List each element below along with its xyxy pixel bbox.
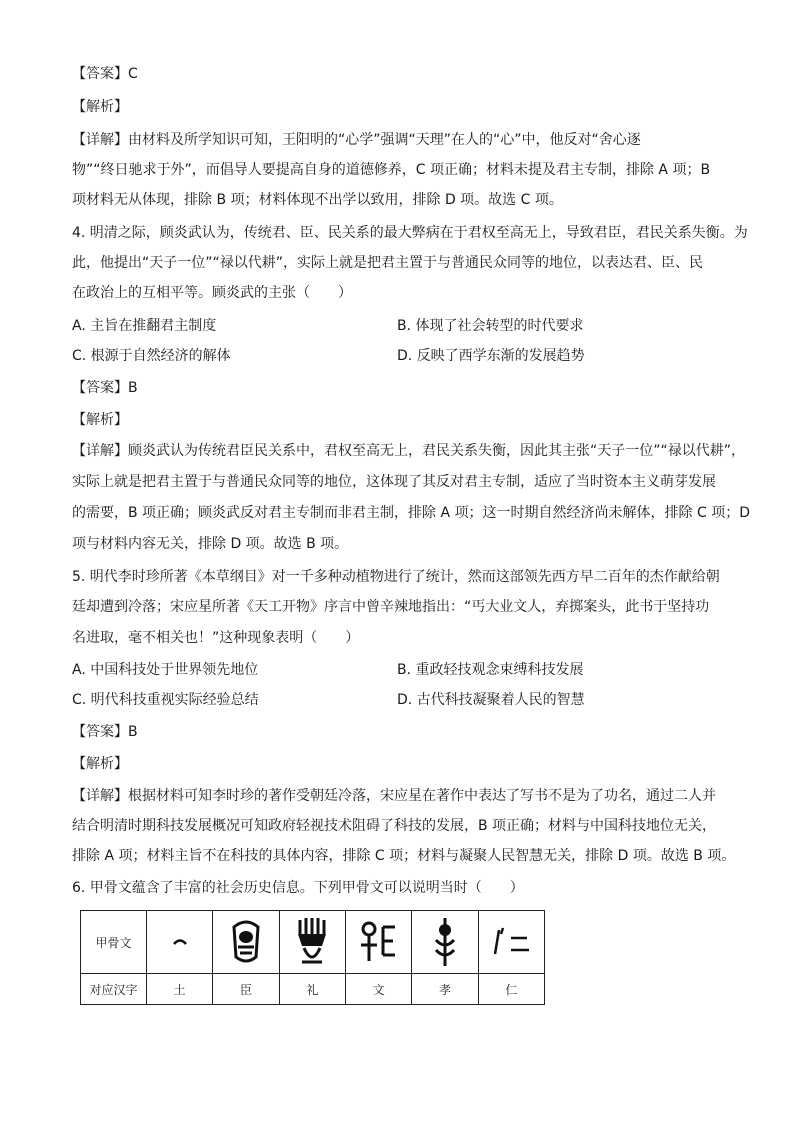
oracle-glyph-wen xyxy=(345,911,411,974)
q4-detail-line: 的需要，B 项正确；顾炎武反对君主专制而非君主制，排除 A 项；这一时期自然经济尚未解体，排除 C 项；D xyxy=(72,505,750,521)
q5-option-a: A. 中国科技处于世界领先地位 xyxy=(72,662,259,678)
q3-detail-line: 物”“终日驰求于外”，而倡导人要提高自身的道德修养，C 项正确；材料未提及君主专制，排除 A 项；B xyxy=(72,162,711,178)
oracle-char: 臣 xyxy=(213,974,279,1005)
oracle-char: 礼 xyxy=(279,974,345,1005)
oracle-glyph-tu xyxy=(147,911,213,974)
q3-answer: 【答案】C xyxy=(72,66,138,82)
q5-stem-line: 5. 明代李时珍所著《本草纲目》对一千多种动植物进行了统计，然而这部领先西方早二百年的杰作献给朝 xyxy=(72,569,720,585)
oracle-bone-table xyxy=(80,910,545,1005)
q3-detail-line: 【详解】由材料及所学知识可知，王阳明的“心学”强调“天理”在人的“心”中，他反对“舍心逐 xyxy=(72,132,641,148)
oracle-glyph-xiao xyxy=(412,911,478,974)
oracle-char: 孝 xyxy=(412,974,478,1005)
q5-detail-line: 【详解】根据材料可知李时珍的著作受朝廷冷落，宋应星在著作中表达了写书不是为了功名，通过二人并 xyxy=(72,788,716,804)
q3-detail-line: 项材料无从体现，排除 B 项；材料体现不出学以致用，排除 D 项。故选 C 项。 xyxy=(72,192,563,208)
q4-option-d: D. 反映了西学东渐的发展趋势 xyxy=(397,348,585,364)
q5-analysis-label: 【解析】 xyxy=(72,756,128,772)
q4-option-c: C. 根源于自然经济的解体 xyxy=(72,348,231,364)
q5-answer: 【答案】B xyxy=(72,724,138,740)
q5-detail-line: 结合明清时期科技发展概况可知政府轻视技术阻碍了科技的发展，B 项正确；材料与中国科技地位无关， xyxy=(72,818,717,834)
q4-detail-line: 项与材料内容无关，排除 D 项。故选 B 项。 xyxy=(72,536,349,552)
q4-stem-line: 在政治上的互相平等。顾炎武的主张（ ） xyxy=(72,285,352,301)
oracle-glyph-ren xyxy=(478,911,544,974)
oracle-glyph-chen xyxy=(213,911,279,974)
q4-detail-line: 实际上就是把君主置于与普通民众同等的地位，这体现了其反对君主专制，适应了当时资本主义萌芽发展 xyxy=(72,474,716,490)
oracle-char: 文 xyxy=(345,974,411,1005)
oracle-row-header: 甲骨文 xyxy=(81,911,147,974)
q5-detail-line: 排除 A 项；材料主旨不在科技的具体内容，排除 C 项；材料与凝聚人民智慧无关，排除 D 项。故选 B 项。 xyxy=(72,848,736,864)
q5-option-c: C. 明代科技重视实际经验总结 xyxy=(72,692,259,708)
oracle-char: 土 xyxy=(147,974,213,1005)
oracle-char: 仁 xyxy=(478,974,544,1005)
q4-option-a: A. 主旨在推翻君主制度 xyxy=(72,318,217,334)
q4-detail-line: 【详解】顾炎武认为传统君臣民关系中，君权至高无上，君民关系失衡，因此其主张“天子一位”“禄以代耕”， xyxy=(72,443,746,459)
q4-answer: 【答案】B xyxy=(72,380,138,396)
oracle-glyph-li xyxy=(279,911,345,974)
q4-option-b: B. 体现了社会转型的时代要求 xyxy=(397,318,584,334)
q5-option-d: D. 古代科技凝聚着人民的智慧 xyxy=(397,692,585,708)
q3-analysis-label: 【解析】 xyxy=(72,99,128,115)
q4-stem-line: 此，他提出“天子一位”“禄以代耕”，实际上就是把君主置于与普通民众同等的地位，以表达君、臣、民 xyxy=(72,255,704,271)
q5-option-b: B. 重政轻技观念束缚科技发展 xyxy=(397,662,584,678)
q5-stem-line: 廷却遭到冷落；宋应星所著《天工开物》序言中曾辛辣地指出：“丐大业文人，弃掷案头，此书于坚持功 xyxy=(72,599,710,615)
q4-analysis-label: 【解析】 xyxy=(72,412,128,428)
oracle-row-header: 对应汉字 xyxy=(81,974,147,1005)
q6-stem: 6. 甲骨文蕴含了丰富的社会历史信息。下列甲骨文可以说明当时（ ） xyxy=(72,880,524,896)
q5-stem-line: 名进取，毫不相关也！”这种现象表明（ ） xyxy=(72,630,360,646)
q4-stem-line: 4. 明清之际，顾炎武认为，传统君、臣、民关系的最大弊病在于君权至高无上，导致君臣，君民关系失衡。为 xyxy=(72,225,748,241)
